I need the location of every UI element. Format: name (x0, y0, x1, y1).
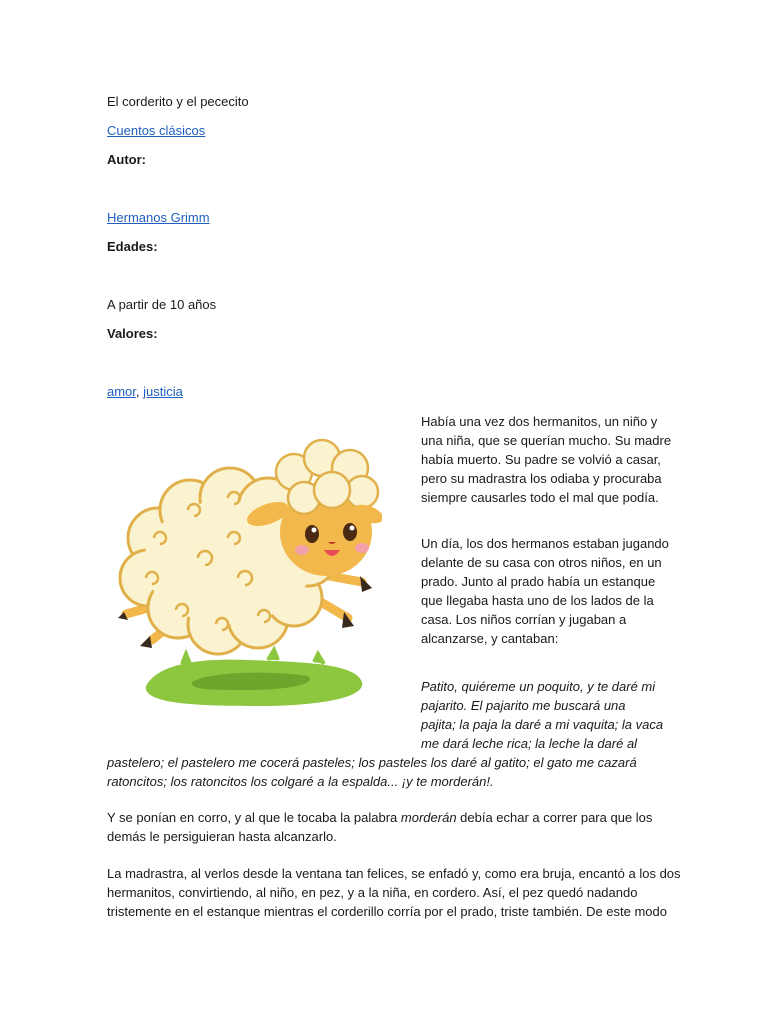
text-line: que llegaba hasta uno de los lados de la (421, 593, 654, 608)
text-line: pastelero; el pastelero me cocerá pasteles; los pasteles los daré al gatito; el gato me cazará (107, 755, 637, 770)
verse-indented (421, 677, 663, 753)
text-line: siempre causarles todo el mal que podía. (421, 490, 659, 505)
text-line: La madrastra, al verlos desde la ventana tan felices, se enfadó y, como era bruja, encantó a los dos (107, 866, 681, 881)
text-line: demás le persiguieran hasta alcanzarlo. (107, 829, 337, 844)
text-line: pajarito. El pajarito me buscará una (421, 698, 626, 713)
text-line (107, 808, 652, 827)
paragraph-4 (107, 864, 681, 921)
text-line: alcanzarse, y cantaban: (421, 631, 559, 646)
value-link-amor[interactable]: amor (107, 384, 136, 399)
ages-value: A partir de 10 años (107, 297, 217, 312)
text-line: me dará leche rica; la leche la daré al (421, 736, 638, 751)
text-line: pajita; la paja la daré a mi vaquita; la vaca (421, 717, 664, 732)
ages-label: Edades: (107, 239, 158, 254)
story-title: El corderito y el pececito (107, 94, 249, 109)
lamb-illustration (118, 428, 382, 720)
text-line: Un día, los dos hermanos estaban jugando (421, 536, 669, 551)
text-run: debía echar a correr para que los (456, 810, 653, 825)
paragraph-2 (421, 534, 669, 648)
text-line: una niña, que se querían mucho. Su madre (421, 433, 672, 448)
value-separator: , (135, 384, 144, 399)
text-line: casa. Los niños corrían y jugaban a (421, 612, 627, 627)
values-list (107, 384, 183, 400)
verse-full (107, 753, 637, 791)
author-label: Autor: (107, 152, 146, 167)
text-line: hermanitos, convirtiendo, al niño, en pez, y a la niña, en cordero. Así, el pez quedó nadando (107, 885, 638, 900)
text-line: ratoncitos; los ratoncitos los colgaré a la espalda... ¡y te morderán!. (107, 774, 494, 789)
text-line: pero su madrastra los odiaba y procuraba (421, 471, 662, 486)
category-link[interactable]: Cuentos clásicos (107, 123, 206, 138)
paragraph-3 (107, 808, 652, 846)
paragraph-1 (421, 412, 671, 507)
text-line: Patito, quiéreme un poquito, y te daré mi (421, 679, 656, 694)
text-line: había muerto. Su padre se volvió a casar, (421, 452, 661, 467)
italic-word: morderán (400, 810, 457, 825)
text-line: prado. Junto al prado había un estanque (421, 574, 656, 589)
text-line: Había una vez dos hermanitos, un niño y (421, 414, 658, 429)
author-link[interactable]: Hermanos Grimm (107, 210, 210, 225)
text-line: delante de su casa con otros niños, en un (421, 555, 662, 570)
text-run: Y se ponían en corro, y al que le tocaba la palabra (107, 810, 401, 825)
values-label: Valores: (107, 326, 158, 341)
value-link-justicia[interactable]: justicia (143, 384, 183, 399)
text-line: tristemente en el estanque mientras el corderillo corría por el prado, triste también. De este modo (107, 904, 667, 919)
